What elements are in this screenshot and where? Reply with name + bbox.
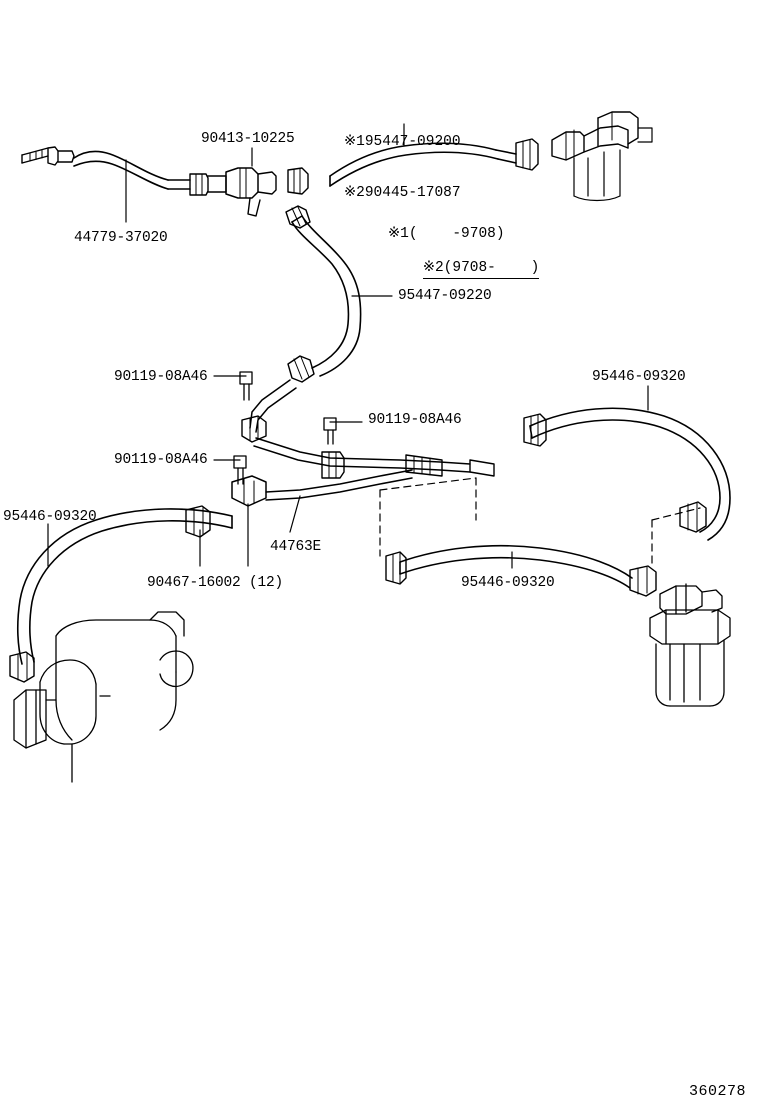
note-1: ※195447-09200 bbox=[344, 134, 461, 150]
label-90119-08A46-middle: 90119-08A46 bbox=[368, 412, 462, 428]
label-44763E: 44763E bbox=[270, 539, 322, 555]
note-3: ※1( -9708) bbox=[388, 226, 505, 242]
label-95447-09220: 95447-09220 bbox=[398, 288, 492, 304]
figure-number: 360278 bbox=[688, 1083, 746, 1100]
component-bottom-right bbox=[650, 584, 730, 706]
engine-outline-left bbox=[14, 612, 193, 782]
connector-90413-10225 bbox=[208, 148, 308, 216]
note-group-variant bbox=[388, 192, 539, 296]
note-4: ※2(9708- ) bbox=[423, 260, 540, 279]
component-top-right bbox=[552, 112, 652, 201]
label-90413-10225: 90413-10225 bbox=[201, 131, 295, 147]
label-90119-08A46-lower: 90119-08A46 bbox=[114, 452, 208, 468]
label-95446-09320-right: 95446-09320 bbox=[592, 369, 686, 385]
label-95446-09320-left: 95446-09320 bbox=[3, 509, 97, 525]
hose-95446-09320-left bbox=[10, 506, 232, 682]
label-44779-37020: 44779-37020 bbox=[74, 230, 168, 246]
hose-95446-09320-right bbox=[524, 386, 730, 540]
note-2: ※290445-17087 bbox=[344, 185, 461, 201]
label-95446-09320-bottom: 95446-09320 bbox=[461, 575, 555, 591]
label-90119-08A46-upper: 90119-08A46 bbox=[114, 369, 208, 385]
hose-44779-37020 bbox=[22, 147, 208, 222]
pipe-44763E bbox=[214, 372, 494, 566]
label-90467-16002: 90467-16002 (12) bbox=[147, 575, 284, 591]
